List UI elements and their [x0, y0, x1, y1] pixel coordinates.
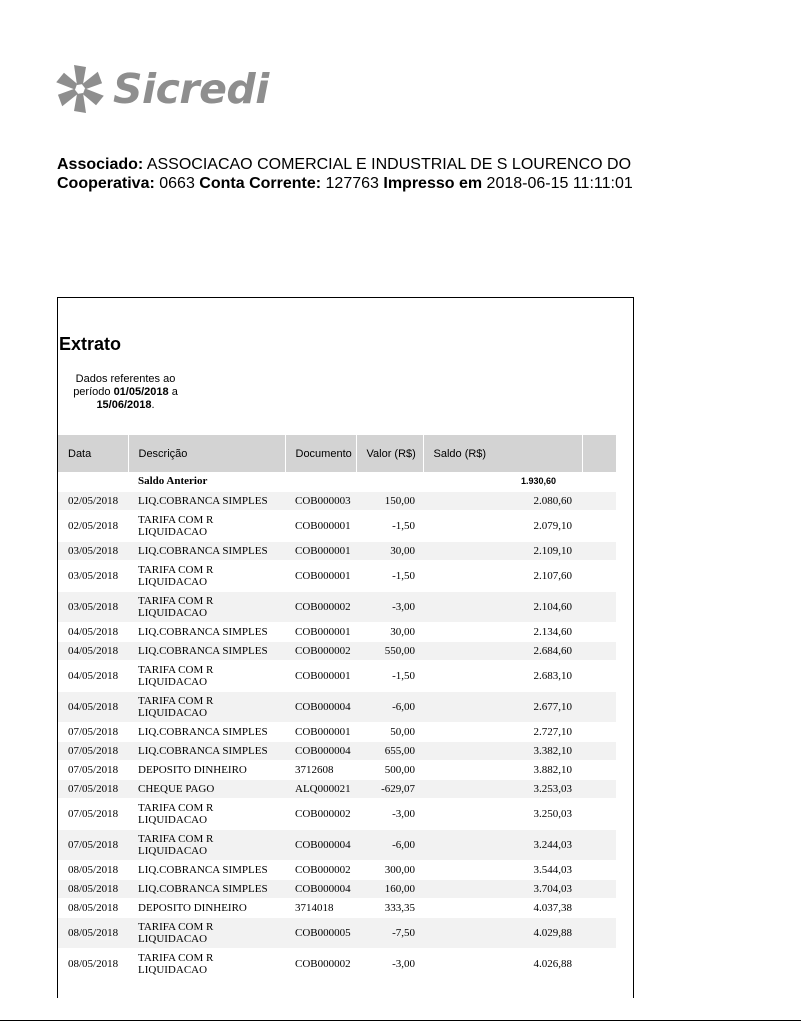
cell-extra: [582, 741, 616, 760]
cell-document: COB000001: [285, 722, 356, 741]
cell-description: TARIFA COM R LIQUIDACAO: [128, 917, 285, 948]
cell-extra: [582, 541, 616, 560]
cell-date: 04/05/2018: [58, 641, 128, 660]
cell-valor: -1,50: [356, 510, 423, 541]
sicredi-logo-icon: [55, 62, 105, 116]
saldo-anterior-value: 1.930,60: [423, 472, 582, 491]
cell-description: TARIFA COM R LIQUIDACAO: [128, 660, 285, 691]
period-start: 01/05/2018: [113, 386, 169, 398]
statement-title: Extrato: [59, 334, 122, 354]
cell-extra: [582, 510, 616, 541]
col-header-valor: Valor (R$): [356, 435, 423, 472]
period-prefix: Dados referentes ao período: [73, 373, 176, 398]
table-row: [58, 860, 616, 879]
cell-extra: [582, 917, 616, 948]
cell-valor: 160,00: [356, 879, 423, 898]
cell-extra: [582, 660, 616, 691]
cell-date: 07/05/2018: [58, 760, 128, 779]
cell-date: 08/05/2018: [58, 898, 128, 917]
cell-extra: [582, 829, 616, 860]
cell-saldo: 2.107,60: [423, 560, 582, 591]
cell-valor: 655,00: [356, 741, 423, 760]
conta-value: 127763: [325, 175, 379, 192]
table-row: [58, 879, 616, 898]
associado-line: [57, 155, 633, 174]
cell-valor: 550,00: [356, 641, 423, 660]
cell-saldo: 3.244,03: [423, 829, 582, 860]
cell-description: TARIFA COM R LIQUIDACAO: [128, 829, 285, 860]
saldo-anterior-label: Saldo Anterior: [128, 472, 285, 491]
cell-document: COB000002: [285, 591, 356, 622]
cell-description: LIQ.COBRANCA SIMPLES: [128, 622, 285, 641]
cell-description: LIQ.COBRANCA SIMPLES: [128, 491, 285, 510]
cell-extra: [582, 898, 616, 917]
cell-valor: -7,50: [356, 917, 423, 948]
cell-extra: [582, 591, 616, 622]
cell-description: TARIFA COM R LIQUIDACAO: [128, 591, 285, 622]
cell-saldo: 2.080,60: [423, 491, 582, 510]
cell-date: 08/05/2018: [58, 879, 128, 898]
impresso-label: Impresso em: [383, 175, 483, 192]
cell-valor: -6,00: [356, 691, 423, 722]
period-suffix: .: [151, 399, 155, 411]
cell-date: 07/05/2018: [58, 829, 128, 860]
cell-date: 03/05/2018: [58, 591, 128, 622]
cell-saldo: 3.544,03: [423, 860, 582, 879]
page-bottom-rule: [0, 1020, 801, 1021]
cell-description: TARIFA COM R LIQUIDACAO: [128, 560, 285, 591]
cell-date: 07/05/2018: [58, 798, 128, 829]
cell-saldo: 3.250,03: [423, 798, 582, 829]
cell-valor: 150,00: [356, 491, 423, 510]
cell-extra: [582, 948, 616, 979]
cell-extra: [582, 798, 616, 829]
cell-valor: -1,50: [356, 560, 423, 591]
table-row: [58, 510, 616, 541]
cell-description: CHEQUE PAGO: [128, 779, 285, 798]
cooperativa-value: 0663: [159, 175, 195, 192]
cell-valor: 30,00: [356, 622, 423, 641]
cell-document: COB000004: [285, 691, 356, 722]
cell-saldo: 2.104,60: [423, 591, 582, 622]
cell-extra: [582, 691, 616, 722]
cell-document: COB000002: [285, 798, 356, 829]
cell-date: 07/05/2018: [58, 722, 128, 741]
cell-date: 03/05/2018: [58, 541, 128, 560]
cell-date: 08/05/2018: [58, 917, 128, 948]
statement-box: [57, 297, 634, 998]
account-info: [57, 155, 633, 193]
table-row: [58, 591, 616, 622]
statement-table: [58, 435, 616, 980]
table-row: [58, 691, 616, 722]
cell-date: 04/05/2018: [58, 691, 128, 722]
cell-description: TARIFA COM R LIQUIDACAO: [128, 948, 285, 979]
table-row: [58, 779, 616, 798]
col-header-descricao: Descrição: [128, 435, 285, 472]
cell-date: 08/05/2018: [58, 948, 128, 979]
cell-extra: [582, 779, 616, 798]
statement-period: [68, 373, 183, 412]
associado-value: ASSOCIACAO COMERCIAL E INDUSTRIAL DE S LOURENCO DO: [146, 156, 632, 173]
table-row: [58, 660, 616, 691]
cell-date: 07/05/2018: [58, 741, 128, 760]
table-row: [58, 491, 616, 510]
cell-document: COB000002: [285, 860, 356, 879]
cell-saldo: 2.109,10: [423, 541, 582, 560]
sicredi-logo: [55, 62, 269, 116]
cell-document: COB000004: [285, 829, 356, 860]
table-row: [58, 760, 616, 779]
cell-date: 02/05/2018: [58, 491, 128, 510]
cell-description: LIQ.COBRANCA SIMPLES: [128, 741, 285, 760]
cell-extra: [582, 491, 616, 510]
cell-description: LIQ.COBRANCA SIMPLES: [128, 722, 285, 741]
cell-valor: -3,00: [356, 948, 423, 979]
cell-extra: [582, 860, 616, 879]
cell-document: COB000005: [285, 917, 356, 948]
cell-saldo: 2.079,10: [423, 510, 582, 541]
saldo-anterior-row: [58, 472, 616, 491]
cell-document: COB000004: [285, 879, 356, 898]
cell-description: LIQ.COBRANCA SIMPLES: [128, 860, 285, 879]
table-row: [58, 641, 616, 660]
cell-extra: [582, 622, 616, 641]
cell-document: COB000001: [285, 622, 356, 641]
cell-description: LIQ.COBRANCA SIMPLES: [128, 879, 285, 898]
cell-document: COB000001: [285, 660, 356, 691]
cell-date: 02/05/2018: [58, 510, 128, 541]
cell-saldo: 3.253,03: [423, 779, 582, 798]
table-row: [58, 948, 616, 979]
cell-document: COB000002: [285, 641, 356, 660]
cell-saldo: 3.704,03: [423, 879, 582, 898]
cell-saldo: 2.684,60: [423, 641, 582, 660]
cell-saldo: 2.683,10: [423, 660, 582, 691]
cell-document: COB000001: [285, 510, 356, 541]
cell-document: COB000001: [285, 541, 356, 560]
cell-valor: -3,00: [356, 591, 423, 622]
cell-valor: 500,00: [356, 760, 423, 779]
cell-valor: 50,00: [356, 722, 423, 741]
cell-date: 04/05/2018: [58, 622, 128, 641]
cell-extra: [582, 760, 616, 779]
cell-saldo: 4.037,38: [423, 898, 582, 917]
impresso-value: 2018-06-15 11:11:01: [486, 175, 633, 192]
cell-saldo: 2.677,10: [423, 691, 582, 722]
table-row: [58, 917, 616, 948]
col-header-data: Data: [58, 435, 128, 472]
col-header-extra: [582, 435, 616, 472]
cell-valor: 300,00: [356, 860, 423, 879]
associado-label: Associado:: [57, 156, 144, 173]
table-row: [58, 722, 616, 741]
cell-description: LIQ.COBRANCA SIMPLES: [128, 541, 285, 560]
cell-saldo: 4.029,88: [423, 917, 582, 948]
cell-document: COB000004: [285, 741, 356, 760]
table-row: [58, 622, 616, 641]
cell-document: 3714018: [285, 898, 356, 917]
cell-description: TARIFA COM R LIQUIDACAO: [128, 510, 285, 541]
cell-valor: 30,00: [356, 541, 423, 560]
cell-extra: [582, 641, 616, 660]
table-row: [58, 798, 616, 829]
table-row: [58, 829, 616, 860]
period-mid: a: [171, 386, 178, 398]
cell-saldo: 3.882,10: [423, 760, 582, 779]
col-header-saldo: Saldo (R$): [423, 435, 582, 472]
cooperativa-label: Cooperativa:: [57, 175, 155, 192]
cell-extra: [582, 722, 616, 741]
cell-document: 3712608: [285, 760, 356, 779]
cell-valor: -6,00: [356, 829, 423, 860]
cell-valor: -3,00: [356, 798, 423, 829]
cell-document: ALQ000021: [285, 779, 356, 798]
cell-description: LIQ.COBRANCA SIMPLES: [128, 641, 285, 660]
cell-document: COB000002: [285, 948, 356, 979]
cell-description: DEPOSITO DINHEIRO: [128, 760, 285, 779]
cell-valor: -1,50: [356, 660, 423, 691]
cell-date: 04/05/2018: [58, 660, 128, 691]
table-row: [58, 898, 616, 917]
cell-extra: [582, 560, 616, 591]
table-row: [58, 560, 616, 591]
period-end: 15/06/2018: [96, 399, 152, 411]
cell-document: COB000001: [285, 560, 356, 591]
col-header-documento: Documento: [285, 435, 356, 472]
cell-document: COB000003: [285, 491, 356, 510]
account-line: [57, 174, 633, 193]
table-row: [58, 541, 616, 560]
table-row: [58, 741, 616, 760]
cell-valor: -629,07: [356, 779, 423, 798]
cell-extra: [582, 879, 616, 898]
cell-saldo: 4.026,88: [423, 948, 582, 979]
brand-name: Sicredi: [113, 65, 269, 113]
cell-date: 08/05/2018: [58, 860, 128, 879]
cell-saldo: 2.134,60: [423, 622, 582, 641]
conta-label: Conta Corrente:: [199, 175, 322, 192]
cell-date: 03/05/2018: [58, 560, 128, 591]
cell-description: TARIFA COM R LIQUIDACAO: [128, 798, 285, 829]
cell-description: TARIFA COM R LIQUIDACAO: [128, 691, 285, 722]
table-header-row: [58, 435, 616, 472]
cell-valor: 333,35: [356, 898, 423, 917]
cell-saldo: 2.727,10: [423, 722, 582, 741]
cell-saldo: 3.382,10: [423, 741, 582, 760]
cell-description: DEPOSITO DINHEIRO: [128, 898, 285, 917]
cell-date: 07/05/2018: [58, 779, 128, 798]
